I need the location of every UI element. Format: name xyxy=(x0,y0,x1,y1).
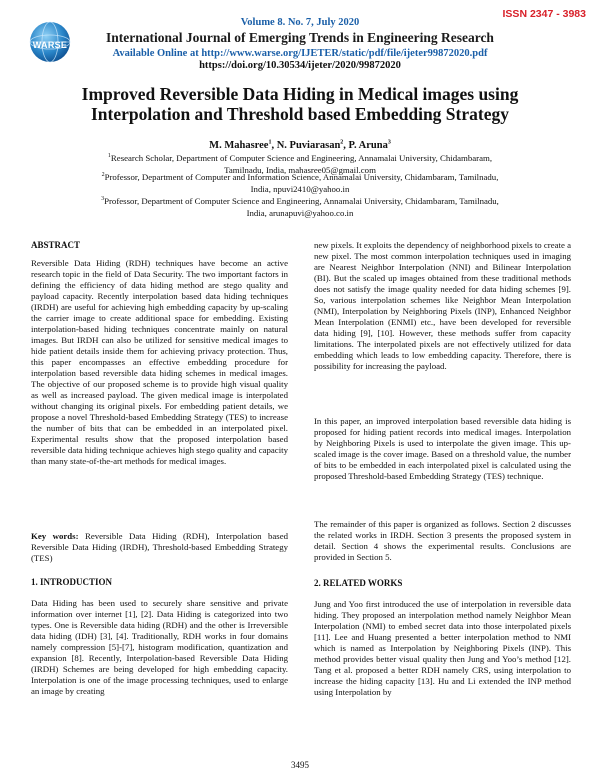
abstract-text: Reversible Data Hiding (RDH) techniques have become an active research topic in the field of Data Security. The two important factors in defining the efficiency of data hiding method are stego quality and payload capacity. Recently interpolation based data hiding techniques (IRDH) are useful for achieving high embedding capacity by up-scaling the carrier image to create additional space for embedding. Existing interpolation-based hiding techniques concentrate mainly on natural images. But IRDH can also be utilized for sensitive medical images to hide patient details inside them for achieving privacy protection. Thus, this paper encompasses an effective embedding procedure for interpolation based reversible data hiding schemes in medical images. The objective of our proposed scheme is to provide high visual quality as well as increased payload. The given medical image is interpolated without changing its original pixels. For embedding patient details, we propose a novel Threshold-based Embedding Strategy (TES) to increase the number of bits that can be embedded in an interpolated pixel. Experimental results show that the proposed interpolation based reversible data hiding technique achieves high stego quality and capacity than many state-of-the-art methods for medical images. xyxy=(31,258,288,466)
aff-3-line-2: India, arunapuvi@yahoo.co.in xyxy=(246,207,354,218)
right-paragraph-2 xyxy=(314,416,571,482)
aff-1-line-1: Research Scholar, Department of Computer Science and Engineering, Annamalai University, Chidambaram, xyxy=(110,153,493,163)
keywords-section xyxy=(31,531,288,564)
related-works-heading: 2. RELATED WORKS xyxy=(314,578,403,588)
right-paragraph-3-text: The remainder of this paper is organized as follows. Section 2 discusses the related works in IRDH. Section 3 presents the proposed system in detail. Section 4 shows the experimental results. Conclusions are provided in Section 5. xyxy=(314,519,571,562)
aff-1-sup: 1 xyxy=(107,153,111,160)
right-paragraph-3 xyxy=(314,519,571,563)
author-3: , P. Aruna xyxy=(343,140,388,151)
aff-3-line-1: Professor, Department of Computer Science and Engineering, Annamalai University, Chidambaram, Tamilnadu, xyxy=(104,196,499,206)
aff-2-sup: 2 xyxy=(101,172,105,179)
author-1: M. Mahasree xyxy=(209,140,269,151)
abstract-section xyxy=(31,240,288,467)
abstract-heading: ABSTRACT xyxy=(31,240,81,250)
keywords-label: Key words: xyxy=(31,531,79,541)
volume-info: Volume 8. No. 7, July 2020 xyxy=(240,17,360,28)
keywords-text: Reversible Data Hiding (RDH), Interpolation based Reversible Data Hiding (IRDH), Threshold-based Embedding Strategy (TES) xyxy=(31,531,289,563)
introduction-text: Data Hiding has been used to securely share sensitive and private information over internet [1], [2]. Data Hiding is categorized into two types. One is Reversible data hiding (RDH) and the other is Irreversible data hiding (IDH) [3], [4]. Traditionally, RDH works in four domains namely compression [5]-[7], histogram modification, quantization and expansion [8]. Recently, Interpolation-based Reversible Data Hiding (IRDH) Schemes are being developed for high embedding capacity. Interpolation is one of the image processing techniques, used to enlarge an image by creating xyxy=(31,598,288,696)
related-works-text: Jung and Yoo first introduced the use of interpolation in reversible data hiding. They proposed an interpolation method namely Neighbor Mean Interpolation (NMI) to embed secret data into those interpolated pixels [11]. Lee and Huang presented a better interpolation method to NMI which is named as Interpolation by Neighboring Pixels (INP). This method provides better visual quality then Jung and Yoo’s method [12]. Tang et al. proposed a better RDH namely CRS, using interpolation to increase the hiding capacity [13]. Hu and Li extended the INP method using Interpolation by xyxy=(314,599,571,697)
right-paragraph-2-text: In this paper, an improved interpolation based reversible data hiding is proposed for hiding patient records into medical images. Interpolation by Neighboring Pixels is used to interpolate the given image. This up-scaled image is the cover image. Based on a threshold value, the number of bits to be embedded in each interpolated pixel is calculated using the proposed Threshold-based Embedding Strategy (TES) technique. xyxy=(314,416,571,481)
right-paragraph-1-text: new pixels. It exploits the dependency of neighborhood pixels to create a new pixel. The most common interpolation techniques used in imaging are Nearest Neighbor Interpolation (NNI) and Bilinear Interpolation (BI). But the scaled up images obtained from these traditional methods does not satisfy the image quality needed for data hiding schemes [9]. So, various interpolation schemes like Neighbor Mean Interpolation (NMI), Interpolation by Neighboring Pixels (INP), Enhanced Neighbor Mean Interpolation (ENMI) etc., have been developed for reversible data hiding [9], [10]. However, these methods suffer from capacity limitations. The interpolated pixels are not effectively utilized for data embedding which leads to low embedding capacity. Therefore, there is possibility for increasing the payload. xyxy=(314,240,571,371)
author-2-sup: 2 xyxy=(340,139,344,146)
paper-title-line-2: Interpolation and Threshold based Embedding Strategy xyxy=(91,104,509,124)
author-2: , N. Puviarasan xyxy=(271,140,341,151)
right-paragraph-1 xyxy=(314,240,571,372)
affiliation-2 xyxy=(45,172,555,195)
aff-2-line-1: Professor, Department of Computer and Information Science, Annamalai University, Chidambaram, Tamilnadu, xyxy=(104,172,499,182)
aff-2-line-2: India, npuvi2410@yahoo.in xyxy=(250,183,350,194)
aff-3-sup: 3 xyxy=(101,196,105,203)
issn-label: ISSN 2347 - 3983 xyxy=(502,8,586,20)
doi-link[interactable]: https://doi.org/10.30534/ijeter/2020/99872020 xyxy=(199,60,401,71)
aff-1-line-2: Tamilnadu, India, mahasree05@gmail.com xyxy=(224,164,376,175)
author-list xyxy=(0,140,600,151)
author-3-sup: 3 xyxy=(387,139,391,146)
journal-title: International Journal of Emerging Trends in Engineering Research xyxy=(106,30,494,45)
logo-text: WARSE xyxy=(32,40,68,50)
paper-title xyxy=(40,84,560,124)
author-1-sup: 1 xyxy=(268,139,272,146)
page-number: 3495 xyxy=(291,760,309,770)
introduction-section xyxy=(31,577,288,697)
available-online-link[interactable]: Available Online at http://www.warse.org/IJETER/static/pdf/file/ijeter99872020.pdf xyxy=(112,48,488,59)
paper-title-line-1: Improved Reversible Data Hiding in Medical images using xyxy=(81,84,519,104)
introduction-heading: 1. INTRODUCTION xyxy=(31,577,113,587)
related-works-section xyxy=(314,578,571,698)
affiliation-3 xyxy=(45,196,555,219)
